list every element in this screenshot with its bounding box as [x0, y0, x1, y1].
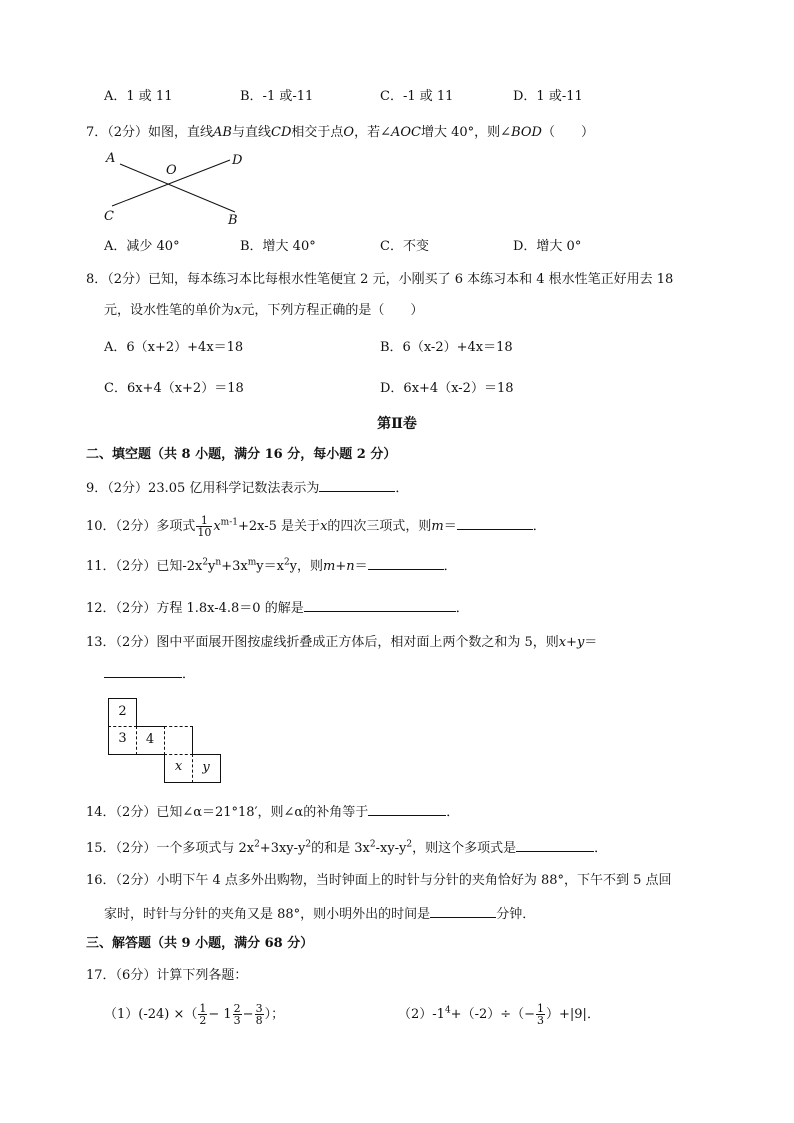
q8-stem-line1: 8．（2分）已知，每本练习本比每根水性笔便宜 2 元，小刚买了 6 本练习本和 4 根水性笔正好用去 18: [86, 272, 674, 287]
q6-option-c: C．-1 或 11: [380, 89, 454, 104]
label-b: B: [228, 213, 238, 228]
net-cell-blank: [164, 726, 193, 755]
q9: 9．（2分）23.05 亿用科学记数法表示为 ．: [86, 478, 408, 498]
q7-stem: 7．（2分）如图，直线AB与直线CD相交于点O，若∠AOC增大 40°，则∠BOD（ ）: [86, 125, 594, 140]
q11: 11．（2分）已知$-2x^2y^n+3x^my=x^2y$，则m+n＝ ．: [86, 557, 457, 574]
q13-answer-line: ．: [104, 664, 195, 684]
label-o: O: [166, 163, 177, 178]
fraction-1-10: $\frac{1}{10}$: [197, 514, 212, 539]
q7-option-c: C．不变: [380, 239, 429, 254]
q17-part2: $(2)-1^4+(-2)\div(-$ $\frac{1}{3}$ ）+|9|．: [398, 1002, 600, 1027]
q8-option-a: A．6（x+2）+4x＝18: [104, 340, 244, 355]
volume-title: 第Ⅱ卷: [377, 416, 417, 432]
q7-figure: [100, 148, 260, 232]
q16-line2: 家时，时针与分针的夹角又是 88°，则小明外出的时间是 分钟．: [104, 904, 535, 924]
q13-answer-blank[interactable]: [104, 664, 182, 678]
q13-stem: 13．（2分）图中平面展开图按虚线折叠成正方体后，相对面上两个数之和为 5，则x+y＝: [86, 635, 598, 650]
net-cell-3: 3: [108, 726, 137, 755]
q15: 15．（2分）一个多项式与 $2x^2+3xy-y^2$的和是 $3x^2-xy-y^2$，则这个多项式是 ．: [86, 839, 608, 856]
q16-answer-blank[interactable]: [430, 904, 496, 918]
q14-answer-blank[interactable]: [368, 802, 446, 816]
fraction-2-3: $\frac{2}{3}$: [233, 1002, 241, 1027]
label-c: C: [104, 209, 114, 224]
cube-net-figure: [108, 698, 223, 784]
net-cell-2: 2: [108, 698, 137, 727]
q7-option-d: D．增大 0°: [513, 239, 582, 254]
net-cell-y: y: [192, 754, 221, 783]
q8-option-c: C．6x+4（x+2）＝18: [104, 381, 244, 396]
q6-option-b: B．-1 或-11: [240, 89, 314, 104]
fraction-1-2: $\frac{1}{2}$: [199, 1002, 207, 1027]
q6-option-d: D．1 或-11: [513, 89, 583, 104]
line-ab: [120, 164, 235, 212]
q17-part1: （1）(-24) ×（ $\frac{1}{2}$ − 1 $\frac{2}{3}$ − $\frac{3}{8}$ ）；: [104, 1002, 285, 1027]
q7-option-a: A．减少 40°: [104, 239, 180, 254]
section2-title: 二、填空题（共 8 小题，满分 16 分，每小题 2 分）: [86, 447, 397, 462]
fraction-3-8: $\frac{3}{8}$: [255, 1002, 263, 1027]
q8-option-d: D．6x+4（x-2）＝18: [380, 381, 514, 396]
net-cell-x: x: [164, 754, 193, 783]
q10-answer-blank[interactable]: [457, 516, 533, 530]
q14: 14．（2分）已知∠α＝21°18′，则∠α的补角等于 ．: [86, 802, 459, 822]
net-cell-4: 4: [136, 726, 165, 755]
q7-option-b: B．增大 40°: [240, 239, 316, 254]
fraction-1-3: $\frac{1}{3}$: [537, 1002, 545, 1027]
q11-answer-blank[interactable]: [368, 556, 444, 570]
q12-answer-blank[interactable]: [304, 598, 456, 612]
q15-answer-blank[interactable]: [516, 838, 594, 852]
q8-stem-line2: 元，设水性笔的单价为x元，下列方程正确的是（ ）: [104, 303, 424, 318]
label-d: D: [232, 153, 243, 168]
q12: 12．（2分）方程 1.8x-4.8＝0 的解是 ．: [86, 598, 469, 618]
q17-title: 17．（6分）计算下列各题：: [86, 968, 248, 983]
label-a: A: [106, 151, 116, 166]
q8-option-b: B．6（x-2）+4x＝18: [380, 340, 513, 355]
q6-option-a: A．1 或 11: [104, 89, 173, 104]
q16-line1: 16．（2分）小明下午 4 点多外出购物，当时钟面上的时针与分针的夹角恰好为 88°，下午不到 5 点回: [86, 873, 672, 888]
section3-title: 三、解答题（共 9 小题，满分 68 分）: [86, 936, 314, 951]
q10: 10．（2分）多项式 $\frac{1}{10}$ $x^{m-1}+2x-5$ 是关于x的四次三项式，则m＝ ．: [86, 514, 546, 539]
q9-answer-blank[interactable]: [319, 478, 395, 492]
